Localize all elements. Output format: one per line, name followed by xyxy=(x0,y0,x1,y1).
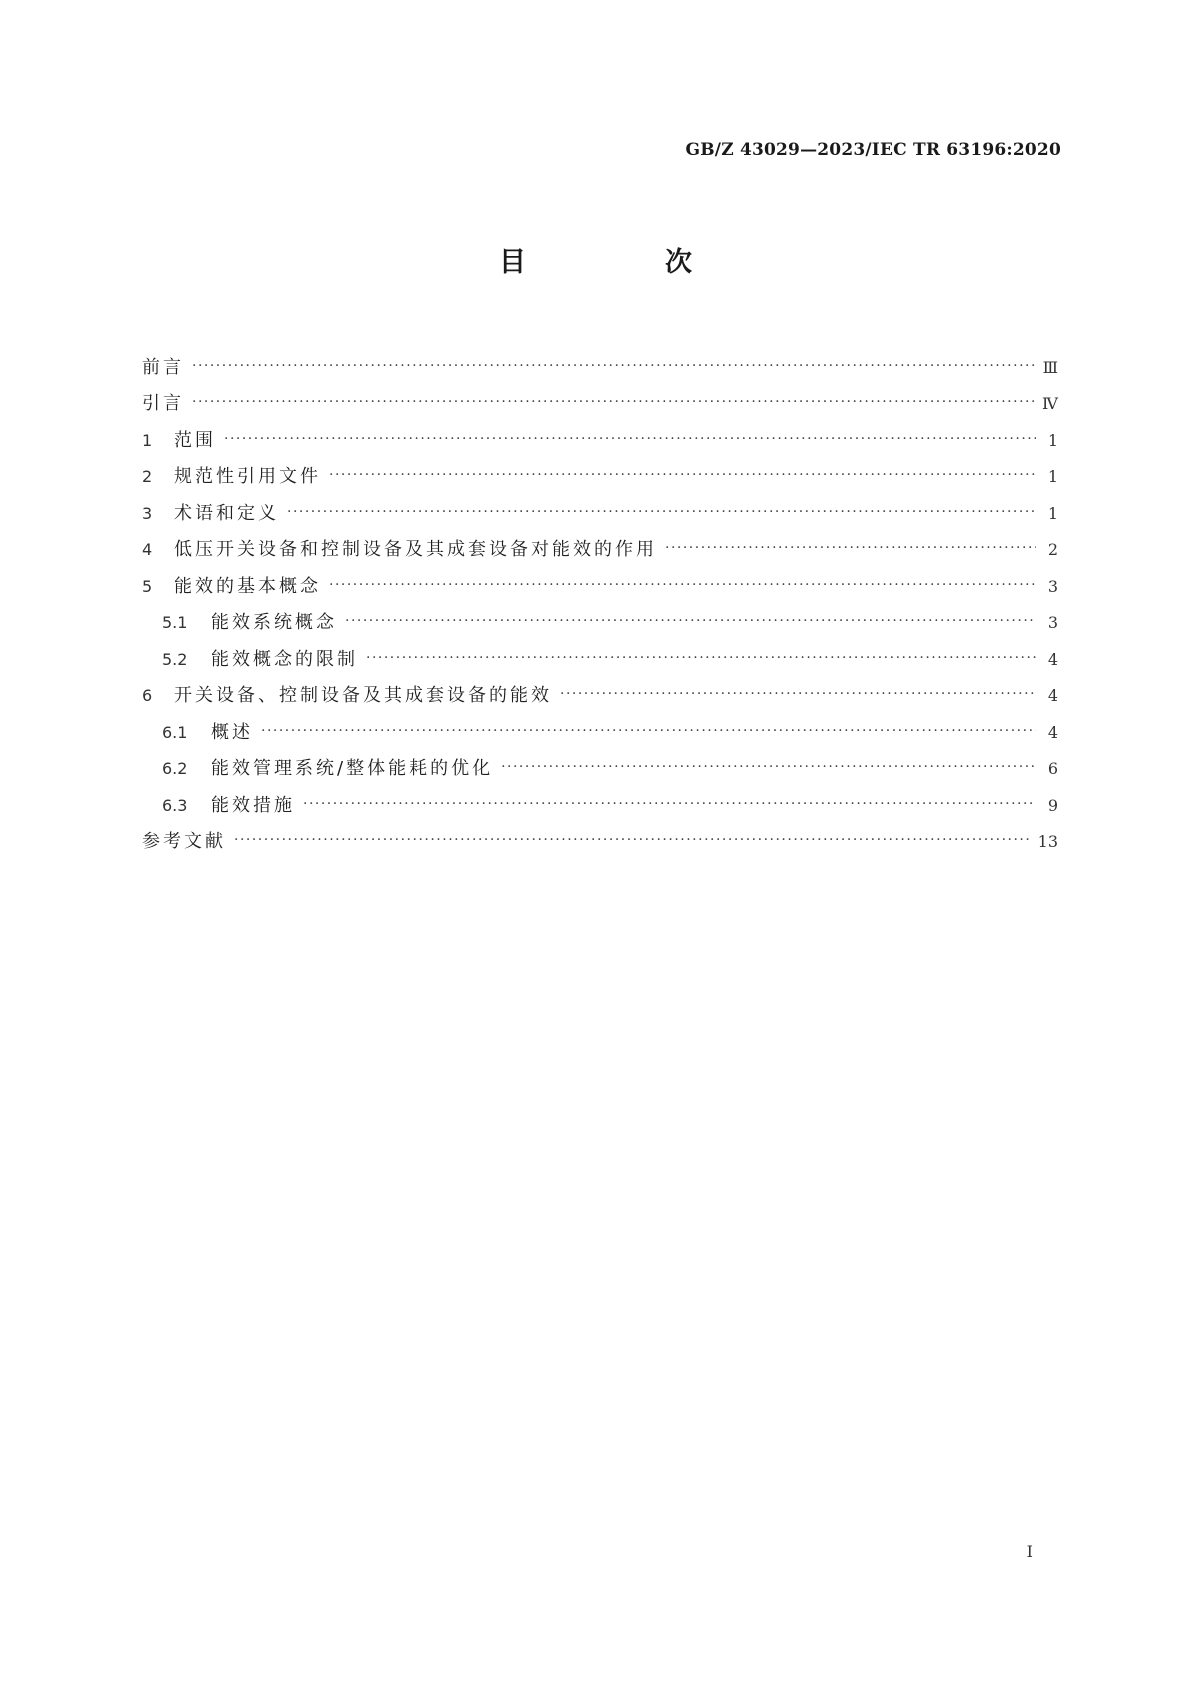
toc-entry-label: 前言 xyxy=(142,356,184,378)
dot-leader xyxy=(287,501,1036,523)
dot-leader xyxy=(224,428,1036,450)
toc-entry-page: 1 xyxy=(1047,503,1058,523)
page-number: Ⅰ xyxy=(1026,1542,1033,1561)
toc-entry-page: Ⅳ xyxy=(1042,394,1058,413)
toc-entry-label: 引言 xyxy=(142,393,184,414)
toc-entry-page: 2 xyxy=(1047,540,1058,559)
toc-entry-label: 低压开关设备和控制设备及其成套设备对能效的作用 xyxy=(174,539,657,560)
toc-entry-number: 2 xyxy=(142,467,153,486)
toc-entry-page: 9 xyxy=(1047,795,1058,815)
dot-leader xyxy=(303,793,1036,815)
toc-entry-preface[interactable] xyxy=(142,342,1058,379)
toc-entry-role-of-switchgear[interactable] xyxy=(142,525,1058,562)
toc-entry-management-system[interactable] xyxy=(142,744,1058,781)
toc-entry-page: 6 xyxy=(1047,759,1058,778)
dot-leader xyxy=(329,464,1036,486)
toc-entry-page: 4 xyxy=(1047,686,1058,705)
toc-entry-number: 6.1 xyxy=(162,722,188,742)
toc-entry-page: 3 xyxy=(1047,576,1058,596)
toc-entry-page: 13 xyxy=(1037,832,1058,851)
toc-title: 目 次 xyxy=(499,247,748,278)
dot-leader xyxy=(345,610,1036,632)
toc-entry-terms-definitions[interactable] xyxy=(142,488,1058,525)
toc-entry-introduction[interactable] xyxy=(142,379,1058,416)
toc-entry-system-concept[interactable] xyxy=(142,598,1058,635)
dot-leader xyxy=(665,537,1036,559)
toc-entry-number: 1 xyxy=(142,430,153,450)
standard-code: GB/Z 43029—2023/IEC TR 63196:2020 xyxy=(685,140,1061,160)
toc-entry-label: 范围 xyxy=(174,429,216,451)
toc-entry-label: 开关设备、控制设备及其成套设备的能效 xyxy=(174,685,552,706)
dot-leader xyxy=(261,720,1036,742)
toc-entry-number: 6.3 xyxy=(162,795,188,815)
toc-entry-page: 1 xyxy=(1047,467,1058,486)
toc-entry-number: 6.2 xyxy=(162,759,188,778)
toc-entry-number: 3 xyxy=(142,503,153,523)
dot-leader xyxy=(192,391,1034,413)
toc-entry-label: 能效的基本概念 xyxy=(174,575,321,597)
toc-entry-page: 1 xyxy=(1047,430,1058,450)
toc-entry-page: Ⅲ xyxy=(1042,357,1058,377)
toc-entry-bibliography[interactable] xyxy=(142,817,1058,854)
toc-entry-number: 4 xyxy=(142,540,153,559)
toc-entry-label: 能效管理系统/整体能耗的优化 xyxy=(211,758,494,779)
table-of-contents xyxy=(142,342,1058,853)
toc-entry-normative-references[interactable] xyxy=(142,452,1058,489)
dot-leader xyxy=(234,829,1030,851)
toc-entry-concept-limits[interactable] xyxy=(142,634,1058,671)
toc-entry-number: 6 xyxy=(142,686,153,705)
toc-entry-label: 能效措施 xyxy=(211,794,295,816)
toc-entry-page: 3 xyxy=(1047,613,1058,632)
toc-entry-switchgear-efficiency[interactable] xyxy=(142,671,1058,708)
toc-entry-page: 4 xyxy=(1047,649,1058,669)
toc-entry-scope[interactable] xyxy=(142,415,1058,452)
dot-leader xyxy=(366,647,1036,669)
toc-entry-basic-concepts[interactable] xyxy=(142,561,1058,598)
toc-entry-label: 参考文献 xyxy=(142,831,226,852)
toc-entry-label: 能效概念的限制 xyxy=(211,648,358,670)
toc-entry-label: 术语和定义 xyxy=(174,502,279,524)
dot-leader xyxy=(560,683,1036,705)
dot-leader xyxy=(329,574,1036,596)
dot-leader xyxy=(501,756,1036,778)
toc-entry-overview[interactable] xyxy=(142,707,1058,744)
toc-entry-number: 5.1 xyxy=(162,613,188,632)
toc-entry-efficiency-measures[interactable] xyxy=(142,780,1058,817)
toc-entry-page: 4 xyxy=(1047,722,1058,742)
toc-entry-label: 规范性引用文件 xyxy=(174,466,321,487)
toc-entry-label: 概述 xyxy=(211,721,253,743)
toc-entry-label: 能效系统概念 xyxy=(211,612,337,633)
toc-entry-number: 5 xyxy=(142,576,153,596)
dot-leader xyxy=(192,355,1035,377)
toc-entry-number: 5.2 xyxy=(162,649,188,669)
